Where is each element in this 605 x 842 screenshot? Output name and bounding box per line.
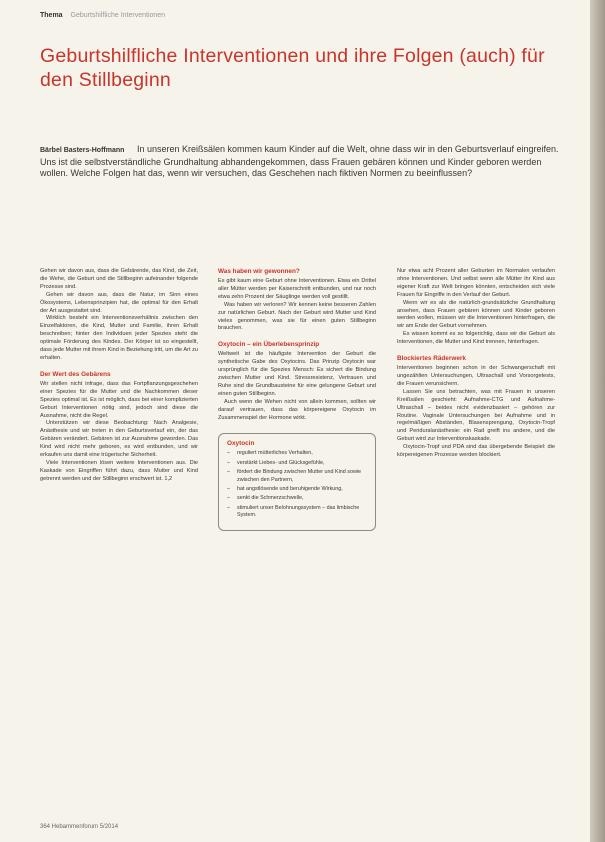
paragraph: Es gibt kaum eine Geburt ohne Interventionen. Etwa ein Drittel aller Mütter werden per Kaiserschnitt entbunden, und nur noch etwa zehn Prozent der Säuglinge werden voll gestillt. — [218, 278, 376, 300]
theme-label: Thema — [40, 12, 63, 19]
list-item: – verstärkt Liebes- und Glücksgefühle, — [227, 460, 367, 467]
paragraph: Wirklich besteht ein Interventionsverhältnis zwischen den Einzelfaktoren, die Kind, Mutter und Familie, ihren Erhalt beschreiben; hinter den Individuen jeder Spezies steht die optimale Förderung des Kindes. Der Körper ist so eingestellt, dass jede Mutter mit ihrem Kind in Beziehung tritt, um die Art zu erhalten. — [40, 315, 198, 361]
article-intro — [40, 144, 565, 180]
paragraph: Weltweit ist die häufigste Intervention der Geburt die synthetische Gabe des Oxytocins. Das Prinzip Oxytocin war ursprünglich für die Spezies Mensch: Es sichert die Bindung zwischen Mutter und Kind. Stressresistenz, Vertrauen und Ruhe sind die Grundbausteine für eine gelungene Geburt und einen guten Stillbeginn. — [218, 351, 376, 397]
paragraph: Viele Interventionen lösen weitere Interventionen aus. Die Kaskade von Eingriffen führt dazu, dass Mutter und Kind getrennt werden und der Stillbeginn erschwert ist. 1,2 — [40, 459, 198, 482]
section-header — [40, 12, 165, 19]
info-box-list — [227, 450, 367, 519]
paragraph: Interventionen beginnen schon in der Schwangerschaft mit ungezählten Untersuchungen, Ultraschall und Vorsorgetests, die Frauen verunsichern. — [397, 365, 555, 387]
paragraph: Auch wenn die Wehen nicht von allein kommen, sollten wir darauf vertrauen, dass das körpereigene Oxytocin im Zusammenspiel der Hormone wirkt. — [218, 398, 376, 421]
paragraph: Oxytocin-Tropf und PDA sind das übergebende Beispiel: die körpereigenen Prozesse werden blockiert. — [397, 444, 555, 459]
theme-subtitle: Geburtshilfliche Interventionen — [70, 12, 166, 19]
paragraph: Gehen wir davon aus, dass die Natur, im Sinn eines Ökosystems, Lebensprinzipien hat, die optimal für den Erhalt der Art ausgestattet sind. — [40, 291, 198, 314]
column-1 — [40, 268, 198, 484]
section-heading-wert: Der Wert des Gebärens — [40, 370, 111, 378]
paragraph: Nur etwa acht Prozent aller Geburten im Normalen verlaufen ohne Interventionen. Und selbst wenn alle Mütter ihr Kind aus eigener Kraft zur Welt bringen könnten, entscheiden sich viele Frauen für Eingriffe in den Verlauf der Geburt. — [397, 268, 555, 298]
paragraph: Unterstützen wir diese Beobachtung: Nach Analgesie, Anästhesie und wir treten in den Geburtsverlauf ein, der das Gebären verändert. Gebären ist zur Ausnahme geworden. Das Kind wird nicht mehr geboren, es wird entbunden, und wir erkaufen uns damit eine trügerische Sicherheit. — [40, 420, 198, 459]
list-item: – stimuliert unser Belohnungssystem – das limbische System. — [227, 505, 367, 520]
list-item: – hat angstlösende und beruhigende Wirkung, — [227, 486, 367, 493]
list-item: – reguliert mütterliches Verhalten, — [227, 450, 367, 457]
column-3 — [397, 268, 555, 460]
paragraph: Wir stellen nicht infrage, dass das Fortpflanzungsgeschehen einer Spezies für die Mutter und die Nachkommen dieser Spezies optimal ist. Es ist möglich, dass bei einer komplizierten Geburt Interventionen nötig sind, jedoch sind diese die Ausnahme, nicht die Regel. — [40, 380, 198, 419]
binding-edge — [590, 0, 605, 842]
paragraph: Gehen wir davon aus, dass die Gebärende, das Kind, die Zeit, die Wehe, die Geburt und die Stillbeginn aufeinander folgende Prozesse sind. — [40, 268, 198, 290]
article-title: Geburtshilfliche Interventionen und ihre Folgen (auch) für den Stillbeginn — [40, 45, 545, 91]
intro-text: In unseren Kreißsälen kommen kaum Kinder auf die Welt, ohne dass wir in den Geburtsverlauf eingreifen. Uns ist die selbstverständliche Grundhaltung abhandengekommen, dass Frauen gebären können und Kinder geboren werden wollen. Welche Folgen hat das, wenn wir versuchen, das Geschehen nach fiktiven Normen zu beeinflussen? — [40, 144, 559, 179]
list-item: – senkt die Schmerzschwelle, — [227, 495, 367, 502]
section-heading-oxytocin: Oxytocin – ein Überlebensprinzip — [218, 341, 320, 349]
section-heading-raederwerk: Blockiertes Räderwerk — [397, 355, 466, 363]
author-name: Bärbel Basters-Hoffmann — [40, 147, 125, 154]
paragraph: Lassen Sie uns betrachten, was mit Frauen in unseren Kreißsälen geschieht: Aufnahme-CTG und Aufnahme-Ultraschall – beides nicht evidenzbasiert – gehören zur Routine. Vaginale Untersuchungen bei Aufnahme und in regelmäßigen Abständen, Blasensprengung, Oxytocin-Tropf und Periduralanästhesie: ein Rad greift ins andere, und die Geburt wird zur Interventionskaskade. — [397, 388, 555, 443]
info-box-title: Oxytocin — [227, 439, 255, 447]
list-item: – fördert die Bindung zwischen Mutter und Kind sowie zwischen den Partnern, — [227, 469, 367, 484]
page-footer: 364 Hebammenforum 5/2014 — [40, 824, 119, 830]
paragraph: Was haben wir verloren? Wir kennen keine besseren Zahlen zur natürlichen Geburt. Nach der Geburt wird Mutter und Kind vieles genommen, was sie für einen guten Stillbeginn brauchen. — [218, 301, 376, 332]
paragraph: Es wissen kommt es so folgerichtig, dass wir die Geburt als Interventionen, die Mutter und Kind trennen, hinterfragen. — [397, 331, 555, 346]
oxytocin-info-box — [218, 433, 376, 531]
paragraph: Wenn wir es als die natürlich-grundsätzliche Grundhaltung ansehen, dass Frauen gebären können und Kinder geboren werden wollen, müssen wir die Interventionen hinterfragen, die wir am Ende der Geburt vornehmen. — [397, 299, 555, 330]
column-2 — [218, 268, 376, 531]
section-heading-gewonnen: Was haben wir gewonnen? — [218, 268, 300, 275]
